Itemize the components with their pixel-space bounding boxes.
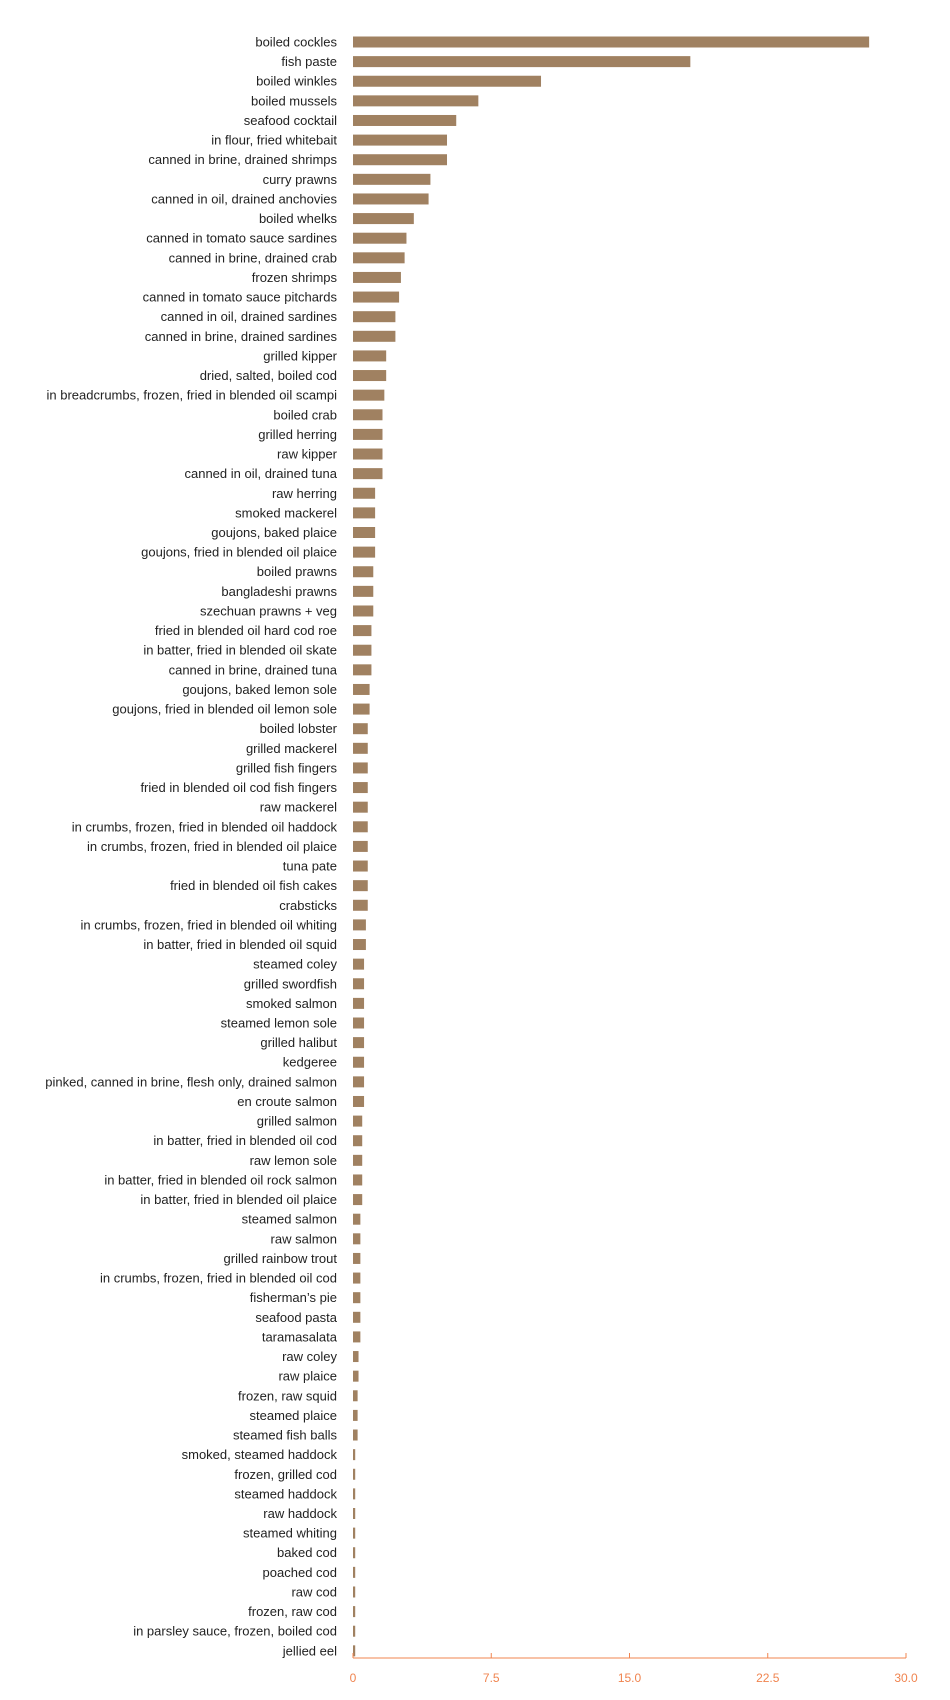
bar: [353, 547, 375, 558]
category-label: canned in tomato sauce sardines: [146, 230, 337, 246]
bar: [353, 527, 375, 538]
bar: [353, 704, 370, 715]
bar: [353, 1135, 362, 1146]
bar: [353, 272, 401, 283]
bar: [353, 1351, 359, 1362]
bar: [353, 292, 399, 303]
bar: [353, 252, 405, 263]
bar: [353, 1018, 364, 1029]
category-label: crabsticks: [279, 897, 337, 913]
bar: [353, 311, 395, 322]
category-label: steamed fish balls: [232, 1427, 337, 1443]
category-label: pinked, canned in brine, flesh only, drained salmon: [45, 1074, 337, 1090]
bar: [353, 1233, 360, 1244]
category-label: in breadcrumbs, frozen, fried in blended oil scampi: [46, 387, 337, 403]
category-label: boiled crab: [273, 407, 337, 423]
bar: [353, 919, 366, 930]
category-label: dried, salted, boiled cod: [199, 368, 337, 384]
bar: [353, 1606, 355, 1617]
bar: [353, 233, 406, 244]
category-label: boiled prawns: [256, 564, 337, 580]
category-label: canned in brine, drained tuna: [168, 662, 337, 678]
category-label: boiled winkles: [256, 73, 337, 89]
bar: [353, 1057, 364, 1068]
category-label: steamed coley: [253, 956, 337, 972]
category-label: frozen, grilled cod: [234, 1466, 337, 1482]
category-label: in crumbs, frozen, fried in blended oil cod: [99, 1270, 337, 1286]
category-label: grilled rainbow trout: [223, 1250, 337, 1266]
bar: [353, 880, 368, 891]
category-label: canned in tomato sauce pitchards: [142, 289, 337, 305]
bar: [353, 1449, 355, 1460]
category-label: raw herring: [271, 485, 337, 501]
bar: [353, 782, 368, 793]
bar: [353, 1410, 358, 1421]
bar: [353, 1508, 355, 1519]
bar: [353, 841, 368, 852]
category-label: raw coley: [282, 1349, 337, 1365]
category-label: in crumbs, frozen, fried in blended oil plaice: [86, 838, 337, 854]
category-label: raw haddock: [263, 1506, 337, 1521]
bar: [353, 743, 368, 754]
bar: [353, 1488, 355, 1499]
category-label: grilled herring: [258, 426, 337, 442]
bar: [353, 37, 869, 48]
bar: [353, 1469, 355, 1480]
category-label: raw plaice: [278, 1368, 337, 1384]
category-label: in flour, fried whitebait: [211, 132, 337, 148]
bar: [353, 370, 386, 381]
bar: [353, 978, 364, 989]
bar: [353, 1547, 355, 1558]
bar: [353, 1194, 362, 1205]
bar: [353, 154, 447, 165]
category-label: tuna pate: [282, 858, 337, 874]
bar: [353, 1253, 360, 1264]
bar: [353, 939, 366, 950]
category-label: steamed plaice: [249, 1407, 337, 1423]
bar: [353, 998, 364, 1009]
bar: [353, 1430, 358, 1441]
bar: [353, 1096, 364, 1107]
bar: [353, 1214, 360, 1225]
category-label: in batter, fried in blended oil cod: [153, 1133, 337, 1149]
category-label: in batter, fried in blended oil plaice: [140, 1192, 337, 1208]
bar: [353, 959, 364, 970]
category-label: en croute salmon: [237, 1093, 337, 1109]
bar: [353, 625, 371, 636]
category-label: steamed haddock: [234, 1486, 337, 1502]
category-label: bangladeshi prawns: [221, 583, 337, 599]
bar: [353, 213, 414, 224]
bar: [353, 331, 395, 342]
category-label: smoked, steamed haddock: [181, 1447, 337, 1463]
category-label: goujons, fried in blended oil plaice: [141, 544, 337, 560]
bar: [353, 115, 456, 126]
category-label: in parsley sauce, frozen, boiled cod: [133, 1623, 337, 1639]
bar: [353, 900, 368, 911]
category-label: taramasalata: [261, 1329, 337, 1345]
category-label: steamed whiting: [243, 1525, 337, 1541]
category-label: fisherman’s pie: [249, 1290, 337, 1306]
x-tick-label: 15.0: [617, 1671, 642, 1685]
bar: [353, 1567, 355, 1578]
category-label: smoked mackerel: [235, 505, 337, 521]
bar: [353, 1390, 358, 1401]
category-label: smoked salmon: [245, 995, 337, 1011]
category-label: raw kipper: [277, 446, 337, 462]
category-label: baked cod: [277, 1545, 337, 1561]
category-label: frozen, raw cod: [248, 1604, 337, 1620]
bar: [353, 1331, 360, 1342]
category-label: boiled whelks: [258, 211, 337, 227]
bar: [353, 605, 373, 616]
bar: [353, 468, 382, 479]
category-label: canned in oil, drained anchovies: [151, 191, 337, 207]
bar: [353, 193, 429, 204]
category-label: raw cod: [291, 1584, 337, 1600]
x-tick-label: 30.0: [894, 1671, 918, 1685]
bar: [353, 174, 430, 185]
category-label: seafood pasta: [255, 1309, 337, 1325]
category-label: fried in blended oil fish cakes: [170, 878, 337, 894]
category-label: fried in blended oil hard cod roe: [154, 623, 337, 639]
bar: [353, 56, 690, 67]
bar: [353, 488, 375, 499]
category-label: grilled mackerel: [245, 740, 337, 756]
category-label: canned in oil, drained sardines: [160, 309, 337, 325]
bar: [353, 1586, 355, 1597]
bar: [353, 95, 478, 106]
category-label: poached cod: [262, 1564, 337, 1580]
bar: [353, 566, 373, 577]
bar: [353, 76, 541, 87]
bar: [353, 1371, 359, 1382]
category-label: grilled swordfish: [243, 976, 337, 992]
bar: [353, 861, 368, 872]
category-label: fried in blended oil cod fish fingers: [140, 780, 337, 796]
bar: [353, 1155, 362, 1166]
category-label: frozen shrimps: [251, 269, 337, 285]
x-tick-label: 22.5: [756, 1671, 780, 1685]
category-label: grilled halibut: [260, 1035, 337, 1051]
category-label: grilled fish fingers: [235, 760, 337, 776]
category-label: seafood cocktail: [243, 112, 337, 128]
bar: [353, 1292, 360, 1303]
bar: [353, 350, 386, 361]
bar: [353, 429, 382, 440]
category-label: raw lemon sole: [249, 1152, 337, 1168]
bar: [353, 1037, 364, 1048]
category-label: boiled lobster: [259, 721, 337, 737]
bar: [353, 409, 382, 420]
bar: [353, 645, 371, 656]
category-label: raw salmon: [270, 1231, 337, 1247]
category-label: in batter, fried in blended oil skate: [143, 642, 337, 658]
category-label: steamed lemon sole: [220, 1015, 337, 1031]
bar: [353, 762, 368, 773]
bar: [353, 390, 384, 401]
category-label: steamed salmon: [241, 1211, 337, 1227]
bar: [353, 1174, 362, 1185]
category-label: raw mackerel: [259, 799, 337, 815]
bar: [353, 1076, 364, 1087]
bar: [353, 1626, 355, 1637]
category-label: in batter, fried in blended oil squid: [143, 937, 337, 953]
category-label: szechuan prawns + veg: [200, 603, 337, 619]
bar: [353, 1528, 355, 1539]
category-label: goujons, baked plaice: [211, 525, 337, 540]
bar: [353, 1312, 360, 1323]
bar: [353, 507, 375, 518]
category-label: in crumbs, frozen, fried in blended oil whiting: [80, 917, 337, 933]
bar: [353, 821, 368, 832]
category-label: boiled mussels: [251, 93, 337, 109]
bar: [353, 802, 368, 813]
x-tick-label: 7.5: [482, 1671, 500, 1685]
category-label: canned in oil, drained tuna: [184, 466, 337, 482]
category-label: frozen, raw squid: [238, 1388, 337, 1404]
category-label: in crumbs, frozen, fried in blended oil haddock: [71, 819, 337, 835]
bar: [353, 586, 373, 597]
category-label: fish paste: [281, 54, 337, 70]
bar: [353, 664, 371, 675]
category-label: grilled salmon: [256, 1113, 337, 1129]
bar: [353, 684, 370, 695]
category-label: grilled kipper: [263, 348, 337, 364]
category-label: goujons, fried in blended oil lemon sole: [112, 701, 337, 717]
bar: [353, 449, 382, 460]
category-label: goujons, baked lemon sole: [182, 681, 337, 697]
bar: [353, 1273, 360, 1284]
category-label: curry prawns: [262, 171, 337, 187]
bar: [353, 1116, 362, 1127]
bar: [353, 723, 368, 734]
category-label: in batter, fried in blended oil rock salmon: [104, 1172, 337, 1188]
category-label: jellied eel: [282, 1643, 337, 1659]
category-label: kedgeree: [282, 1054, 337, 1070]
category-label: boiled cockles: [255, 34, 337, 50]
category-label: canned in brine, drained sardines: [144, 328, 337, 344]
x-tick-label: 0: [349, 1671, 357, 1685]
category-label: canned in brine, drained crab: [168, 250, 337, 266]
category-label: canned in brine, drained shrimps: [148, 152, 337, 168]
bar: [353, 135, 447, 146]
